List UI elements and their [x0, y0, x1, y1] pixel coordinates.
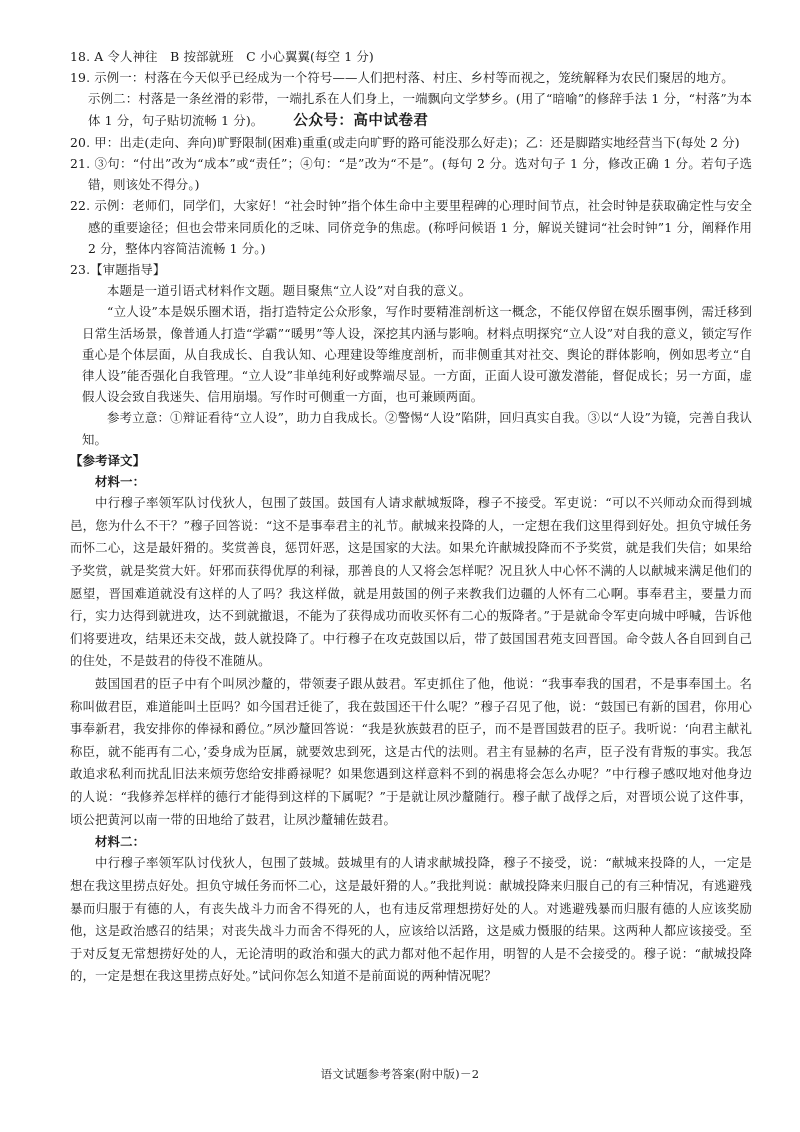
translation-title: 【参考译文】	[70, 452, 146, 468]
answer-18: 18. A 令人神往 B 按部就班 C 小心翼翼(每空 1 分)	[70, 49, 374, 64]
material-1-title: 材料一：	[95, 474, 146, 490]
answer-20: 20. 甲：出走(走向、奔向)旷野限制(困难)重重(或走向旷野的路可能没那么好走)；乙：还是脚踏实地经营当下(每处 2 分)	[70, 134, 740, 150]
answer-23-paragraph-3: 参考立意：①辩证看待“立人设”，助力自我成长。②警惕“人设”陷阱，回归真实自我。③以“人设”为镜，完善自我认知。	[82, 410, 752, 447]
material-2-paragraph-1: 中行穆子率领军队讨伐狄人，包围了鼓城。鼓城里有的人请求献城投降，穆子不接受，说：“献城来投降的人，一定是想在我这里捞点好处。担负守城任务而怀二心，这是最奸猾的人。”我批判说：献城投降来归服自己的有三种情况，有逃避残暴而归服于有德的人，有丧失战斗力而舍不得死的人，也有违反常理想捞好处的人。对逃避残暴而归服有德的人应该奖励他，这是政治感召的结果；对丧失战斗力而舍不得死的人，应该给以活路，这是威力慑服的结果。这两种人都应该接受。至于对反复无常想捞好处的人，无论清明的政治和强大的武力都对他不起作用，明智的人是不会接受的。穆子说：“献城投降的，一定是想在我这里捞点好处。”试问你怎么知道不是前面说的两种情况呢？	[70, 855, 752, 984]
watermark-text: 公众号：高中试卷君	[293, 112, 429, 129]
material-2-title: 材料二：	[95, 834, 146, 850]
answer-19-example-2	[70, 88, 752, 131]
material-1-paragraph-1: 中行穆子率领军队讨伐狄人，包围了鼓国。鼓国有人请求献城叛降，穆子不接受。军吏说：“可以不兴师动众而得到城邑，您为什么不干？”穆子回答说：“这不是事奉君主的礼节。献城来投降的人，一定想在我们这里得到好处。担负守城任务而怀二心，这是最奸猾的。奖赏善良，惩罚奸恶，这是国家的大法。如果允许献城投降而不予奖赏，就是我们失信；如果给予奖赏，就是奖赏大奸。奸邪而获得优厚的利禄，那善良的人又将会怎样呢？况且狄人中心怀不满的人以献城来满足他们的愿望，晋国难道就没有这样的人了吗？我这样做，就是用鼓国的例子来教我们边疆的人怀有二心啊。事奉君主，要量力而行，实力达得到就进攻，达不到就撤退，不能为了获得成功而收买怀有二心的叛降者。”于是就命令军吏向城中呼喊，告诉他们将要进攻，结果还未交战，鼓人就投降了。中行穆子在攻克鼓国以后，带了鼓国国君苑支回晋国。命令鼓人各自回到自己的住处，不是鼓君的侍役不准随从。	[70, 495, 752, 669]
answer-19-example-1: 19. 示例一：村落在今天似乎已经成为一个符号——人们把村落、村庄、乡村等而视之，笼统解释为农民们聚居的地方。	[70, 70, 734, 86]
answer-22: 22. 示例：老师们，同学们，大家好！“社会时钟”指个体生命中主要里程碑的心理时间节点，社会时钟是获取确定性与安全感的重要途径；但也会带来同质化的乏味、同侪竞争的焦虑。(称呼问候语 1 分，解说关键词“社会时钟”1 分，阐释作用 2 分，整体内容简洁流畅 1 分。)	[70, 198, 752, 256]
answer-21: 21. ③句：“付出”改为“成本”或“责任”；④句：“是”改为“不是”。(每句 2 分。选对句子 1 分，修改正确 1 分。若句子选错，则该处不得分。)	[70, 156, 752, 193]
page-footer: 语文试题参考答案(附中版)－2	[320, 1067, 480, 1081]
answer-19-example-2-text: 示例二：村落是一条丝滑的彩带，一端扎系在人们身上，一端飘向文学梦乡。(用了“暗喻”的修辞手法 1 分，“村落”为本体 1 分，句子贴切流畅 1 分)。	[88, 91, 752, 128]
answer-23-heading: 23.【审题指导】	[70, 262, 166, 278]
answer-23-paragraph-2: “立人设”本是娱乐圈术语，指打造特定公众形象，写作时要精准剖析这一概念，不能仅停留在娱乐圈事例，需迁移到日常生活场景，像普通人打造“学霸”“暖男”等人设，深挖其内涵与影响。材料点明探究“立人设”对自我的意义，锁定写作重心是个体层面，从自我成长、自我认知、心理建设等维度剖析，而非侧重其对社交、舆论的群体影响，例如思考立“自律人设”能否强化自我管理。“立人设”非单纯利好或弊端尽显。一方面，正面人设可激发潜能，督促成长；另一方面，虚假人设会致自我迷失、信用崩塌。写作时可侧重一方面，也可兼顾两面。	[82, 304, 752, 405]
answer-page	[70, 46, 752, 988]
material-1-paragraph-2: 鼓国国君的臣子中有个叫夙沙釐的，带领妻子跟从鼓君。军吏抓住了他，他说：“我事奉我的国君，不是事奉国土。名称叫做君臣，难道能叫土臣吗？如今国君迁徙了，我在鼓国还干什么呢？”穆子召见了他，说：“鼓国已有新的国君，你用心事奉新君，我安排你的俸禄和爵位。”夙沙釐回答说：“我是狄族鼓君的臣子，而不是晋国鼓君的臣子。我听说：‘向君主献礼称臣，就不能再有二心，’委身成为臣属，就要效忠到死，这是古代的法则。君主有显赫的名声，臣子没有背叛的事实。我怎敢追求私利而扰乱旧法来烦劳您给安排爵禄呢？如果您遇到这样意料不到的祸患将会怎么办呢？”中行穆子感叹地对他身边的人说：“我修养怎样样的德行才能得到这样的下属呢？”于是就让夙沙釐随行。穆子献了战俘之后，对晋顷公说了这件事，顷公把黄河以南一带的田地给了鼓君，让夙沙釐辅佐鼓君。	[70, 676, 752, 827]
answer-23-paragraph-1: 本题是一道引语式材料作文题。题目聚焦“立人设”对自我的意义。	[107, 283, 472, 299]
